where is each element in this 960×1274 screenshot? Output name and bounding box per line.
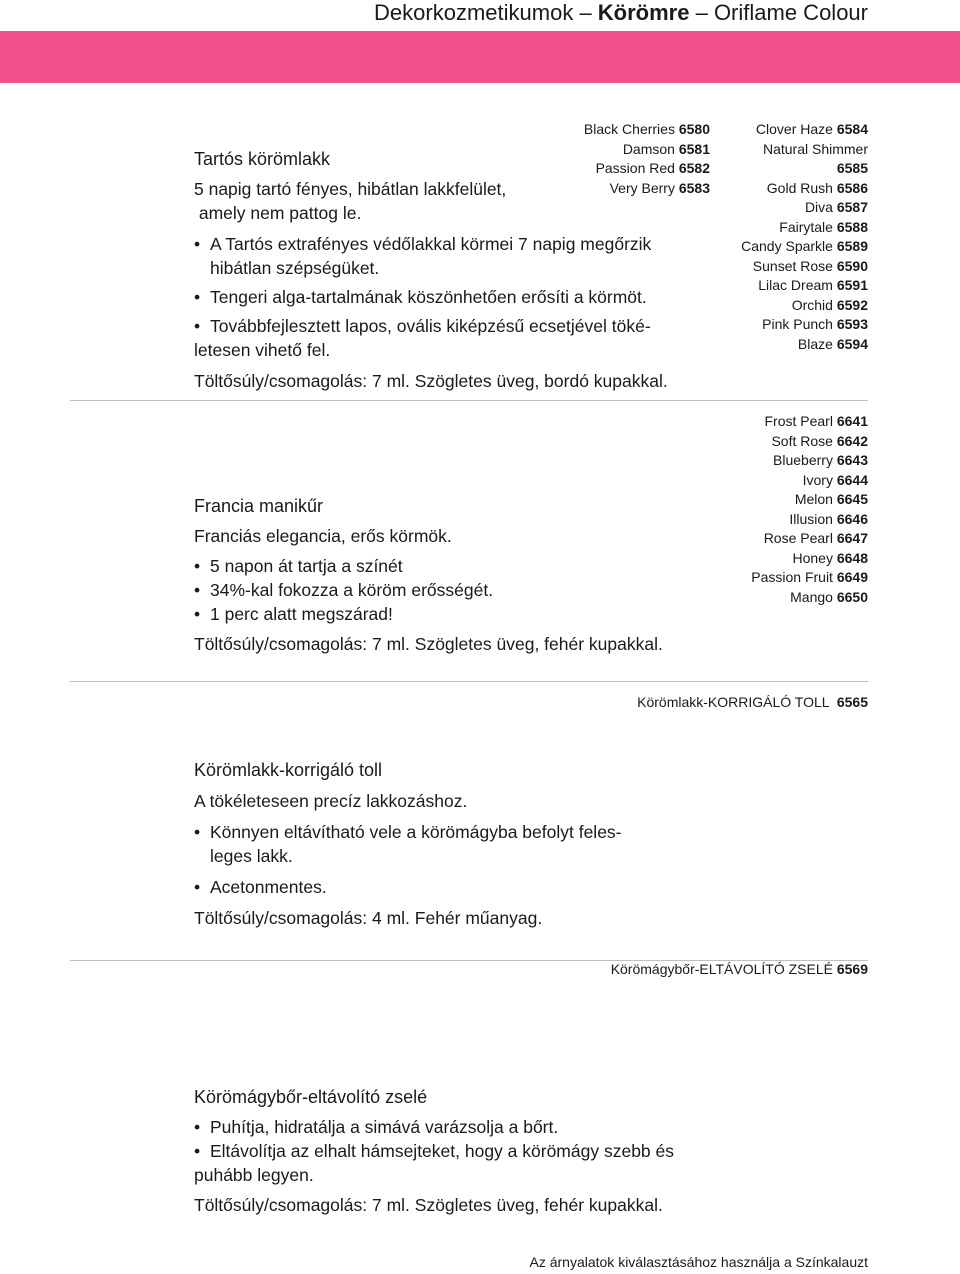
- shade-name: Natural Shimmer: [762, 140, 868, 157]
- shade-row: [741, 120, 868, 140]
- shade-row: [751, 412, 868, 432]
- shade-name: Fairytale: [779, 218, 837, 235]
- shade-row: [741, 257, 868, 277]
- page-title: Dekorkozmetikumok – Körömre – Oriflame Colour: [374, 0, 868, 25]
- shade-name: Blueberry: [773, 452, 837, 468]
- shade-name: Candy Sparkle: [741, 238, 837, 254]
- shade-code: 6648: [836, 549, 868, 566]
- section-title: Francia manikűr: [194, 496, 324, 516]
- divider: [70, 681, 868, 682]
- shade-code: 6584: [836, 121, 868, 137]
- shade-code: 6593: [836, 316, 868, 332]
- page-header: [0, 0, 960, 31]
- shade-row: [751, 568, 868, 588]
- shade-name: Mango: [790, 588, 837, 605]
- shade-name: Ivory: [802, 471, 837, 488]
- shade-row: [751, 471, 868, 491]
- section-title: Körömlakk-korrigáló toll: [194, 760, 383, 780]
- fill-info: Töltősúly/csomagolás: 7 ml. Szögletes üveg, fehér kupakkal.: [194, 634, 663, 654]
- fill-info: Töltősúly/csomagolás: 4 ml. Fehér műanyag.: [194, 908, 543, 928]
- shade-row: [741, 335, 868, 355]
- shade-row: [751, 490, 868, 510]
- shade-name: Passion Red: [595, 160, 679, 176]
- list-item: • Puhítja, hidratálja a simává varázsolja a bőrt.: [194, 1115, 714, 1139]
- shade-row: [584, 179, 710, 199]
- shade-code: 6589: [836, 238, 868, 254]
- shade-code: 6649: [836, 569, 868, 585]
- shade-name: Honey: [792, 549, 837, 566]
- shade-name: Passion Fruit: [751, 569, 837, 585]
- shade-code: 6644: [836, 471, 868, 488]
- shade-list-a: [584, 120, 710, 198]
- shade-code: 6586: [836, 179, 868, 196]
- product-label: Körömágybőr-ELTÁVOLÍTÓ ZSELÉ 6569: [610, 961, 868, 977]
- list-item: • Acetonmentes.: [194, 875, 714, 899]
- shade-code: 6642: [836, 432, 868, 449]
- shade-code: 6588: [836, 218, 868, 235]
- shade-name: Rose Pearl: [763, 530, 837, 546]
- shade-row: [584, 140, 710, 160]
- shade-name: Orchid: [791, 296, 837, 313]
- shade-code: 6650: [836, 588, 868, 605]
- fill-info: Töltősúly/csomagolás: 7 ml. Szögletes üveg, bordó kupakkal.: [194, 371, 668, 391]
- shade-row: [741, 296, 868, 316]
- shade-row: [741, 218, 868, 238]
- shade-name: Blaze: [797, 335, 837, 352]
- intro-line: Franciás elegancia, erős körmök.: [194, 526, 452, 546]
- fill-info: Töltősúly/csomagolás: 7 ml. Szögletes üveg, fehér kupakkal.: [194, 1195, 663, 1215]
- shade-name: Soft Rose: [771, 432, 837, 449]
- shade-row: [741, 276, 868, 296]
- divider: [70, 400, 868, 401]
- intro-line: amely nem pattog le.: [194, 203, 362, 223]
- shade-code: 6647: [836, 530, 868, 546]
- list-item: • A Tartós extrafényes védőlakkal körmei 7 napig megőrzik hibátlan szépségüket.: [194, 232, 714, 280]
- list-item: • 1 perc alatt megszárad!: [194, 602, 714, 626]
- shade-row: [751, 451, 868, 471]
- shade-name: Melon: [794, 491, 837, 507]
- list-item: • 5 napon át tartja a színét: [194, 554, 714, 578]
- footer-note: Az árnyalatok kiválasztásához használja a Színkalauzt: [529, 1254, 868, 1270]
- shade-list-b: [741, 120, 868, 354]
- intro-line: 5 napig tartó fényes, hibátlan lakkfelület,: [194, 179, 507, 199]
- product-label: Körömlakk-KORRIGÁLÓ TOLL 6565: [637, 694, 868, 710]
- shade-name: Damson: [622, 140, 679, 157]
- shade-row: [751, 588, 868, 608]
- shade-code: 6583: [678, 179, 710, 196]
- shade-row: [584, 159, 710, 179]
- shade-code: 6591: [836, 277, 868, 293]
- shade-name: Black Cherries: [583, 121, 679, 137]
- shade-row: [751, 432, 868, 452]
- shade-code: 6585: [836, 160, 868, 176]
- shade-row: [584, 120, 710, 140]
- shade-row: [741, 237, 868, 257]
- list-item: • Könnyen eltávítható vele a körömágyba befolyt feles- leges lakk.: [194, 820, 714, 868]
- shade-row: [751, 549, 868, 569]
- shade-code: 6594: [836, 335, 868, 352]
- shade-row: [751, 510, 868, 530]
- list-item: • Továbbfejlesztett lapos, ovális kiképzésű ecsetjével töké-: [194, 314, 690, 338]
- section-french-manicure: [194, 494, 714, 656]
- shade-row: [741, 179, 868, 199]
- shade-code: 6582: [678, 160, 710, 176]
- shade-row: [741, 198, 868, 218]
- shade-code: 6643: [836, 452, 868, 468]
- shade-name: Sunset Rose: [752, 257, 837, 274]
- shade-list-french: [751, 412, 868, 607]
- section-corrector-pen: [194, 758, 714, 930]
- shade-name: Gold Rush: [766, 179, 837, 196]
- shade-code: 6581: [678, 140, 710, 157]
- shade-code: 6592: [836, 296, 868, 313]
- shade-row: [741, 140, 868, 160]
- shade-code: 6587: [836, 199, 868, 215]
- list-item: • 34%-kal fokozza a köröm erősségét.: [194, 578, 714, 602]
- list-item-continuation: letesen vihető fel.: [194, 340, 331, 360]
- section-title: Tartós körömlakk: [194, 149, 331, 169]
- shade-name: Lilac Dream: [758, 277, 837, 293]
- intro-line: A tökéleteseen precíz lakkozáshoz.: [194, 791, 468, 811]
- shade-code: 6580: [678, 121, 710, 137]
- shade-code: 6590: [836, 257, 868, 274]
- shade-code: 6641: [836, 413, 868, 429]
- section-title: Körömágybőr-eltávolító zselé: [194, 1087, 428, 1107]
- shade-name: Illusion: [789, 510, 837, 527]
- header-color-band: [0, 31, 960, 83]
- list-item: • Eltávolítja az elhalt hámsejteket, hogy a körömágy szebb és: [194, 1139, 714, 1163]
- shade-row: [751, 529, 868, 549]
- list-item: • Tengeri alga-tartalmának köszönhetően erősíti a körmöt.: [194, 285, 714, 309]
- shade-name: Very Berry: [609, 179, 679, 196]
- shade-code: 6646: [836, 510, 868, 527]
- shade-name: Pink Punch: [762, 316, 837, 332]
- shade-row: [741, 159, 868, 179]
- shade-name: Frost Pearl: [764, 413, 837, 429]
- section-cuticle-remover: [194, 1085, 714, 1217]
- shade-name: Clover Haze: [755, 121, 837, 137]
- shade-code: 6645: [836, 491, 868, 507]
- list-item-continuation: puhább legyen.: [194, 1165, 314, 1185]
- shade-name: Diva: [804, 199, 837, 215]
- shade-row: [741, 315, 868, 335]
